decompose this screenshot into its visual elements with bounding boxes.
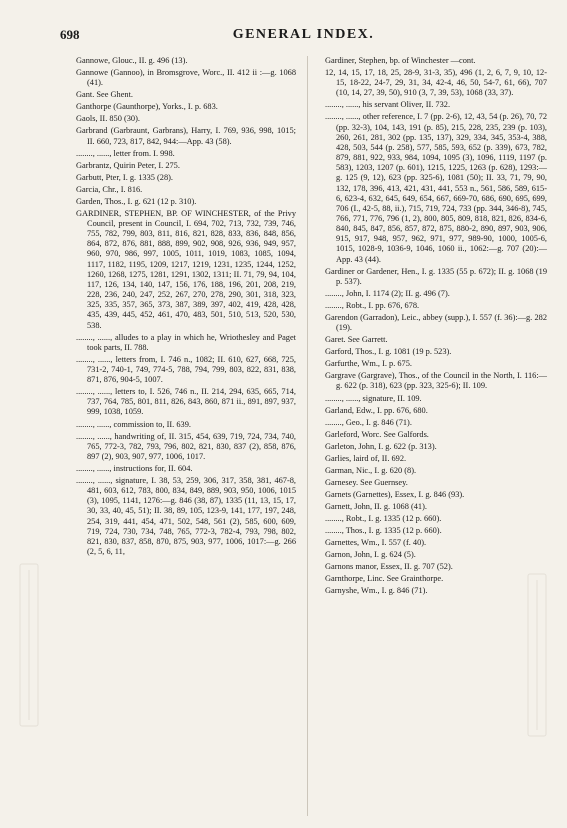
index-entry: 12, 14, 15, 17, 18, 25, 28-9, 31-3, 35), 496 (1, 2, 6, 7, 9, 10, 12-15, 18-22, 24-7, 29, 31, 34, 42-4, 46, 50, 54-7, 61, 66), 707 (10, 14, 27, 39, 50), 910 (3, 7, 39, 53), 1068 (33, 37). bbox=[325, 68, 547, 98]
index-entry: Gaols, II. 850 (30). bbox=[76, 114, 140, 124]
index-entry: Garendon (Garradon), Leic., abbey (supp.), I. 557 (f. 36):—g. 282 (19). bbox=[325, 312, 547, 333]
index-entry: Garman, Nic., I. g. 620 (8). bbox=[325, 465, 417, 475]
index-entry: Garnon, John, I. g. 624 (5). bbox=[325, 550, 416, 560]
index-entry: Garfurthe, Wm., I. p. 675. bbox=[325, 359, 412, 369]
index-entry: Garet. See Garrett. bbox=[325, 335, 388, 345]
index-entry: Gannowe (Gannoo), in Bromsgrove, Worc., II. 412 ii :—g. 1068 (41). bbox=[76, 68, 296, 88]
index-entry: Garbutt, Pter, I. g. 1335 (28). bbox=[76, 172, 173, 182]
index-entry: Garnons manor, Essex, II. g. 707 (52). bbox=[325, 562, 453, 572]
index-entry: ........, ......, letter from. I. 998. bbox=[76, 148, 175, 158]
right-column bbox=[325, 56, 547, 598]
index-entry: Garnesey. See Guernsey. bbox=[325, 477, 408, 487]
index-entry: ........, ......, signature, II. 109. bbox=[325, 393, 422, 403]
index-entry: GARDINER, STEPHEN, BP. OF WINCHESTER, of the Privy Council, present in Council, I. 694, 702, 713, 732, 739, 746, 755, 782, 799, 803, 811, 816, 821, 828, 833, 836, 848, 856, 864, 872, 876, 881, 888, 899, 902, 908, 926, 936, 949, 957, 960, 970, 986, 997, 1005, 1011, 1019, 1083, 1085, 1094, 1117, 1182, 1195, 1209, 1217, 1219, 1231, 1235, 1244, 1252, 1260, 1268, 1275, 1281, 1291, 1302, 1311; II. 71, 79, 94, 104, 117, 126, 134, 140, 147, 156, 176, 188, 196, 201, 208, 219, 228, 236, 240, 247, 252, 267, 270, 278, 290, 301, 318, 323, 325, 335, 357, 365, 373, 387, 389, 397, 402, 419, 428, 428, 435, 439, 445, 452, 461, 470, 483, 501, 510, 513, 520, 530, 538. bbox=[76, 208, 296, 330]
index-entry: ........, Thos., I. g. 1335 (12 p. 660). bbox=[325, 526, 442, 536]
index-entry: ........, John, I. 1174 (2); II. g. 496 (7). bbox=[325, 288, 450, 298]
index-entry: Gargrave (Gargrave), Thos., of the Council in the North, I. 116:—g. 622 (p. 318), 623 (pp. 323, 325-6); II. 109. bbox=[325, 371, 547, 391]
page-title: GENERAL INDEX. bbox=[232, 27, 375, 42]
index-entry: ........, Robt., I. pp. 676, 678. bbox=[325, 300, 420, 310]
index-entry: Garden, Thos., I. g. 621 (12 p. 310). bbox=[76, 196, 197, 206]
left-column bbox=[76, 56, 296, 559]
index-entry: Garbrand (Garbraunt, Garbrans), Harry, I. 769, 936, 998, 1015; II. 660, 723, 817, 842, 944:—App. 43 (58). bbox=[76, 126, 296, 146]
index-entry: ........, ......, his servant Oliver, II. 732. bbox=[325, 100, 451, 110]
page-number: 698 bbox=[60, 27, 80, 42]
index-entry: ........, Robt., I. g. 1335 (12 p. 660). bbox=[325, 514, 442, 523]
index-entry: Garleton, John, I. g. 622 (p. 313). bbox=[325, 441, 437, 451]
index-entry: Garnthorpe, Linc. See Grainthorpe. bbox=[325, 574, 444, 584]
index-entry: Garbrantz, Quirin Peter, I. 275. bbox=[76, 160, 180, 170]
index-entry: Gant. See Ghent. bbox=[76, 90, 134, 100]
index-entry: ........, ......, signature, I. 38, 53, 259, 306, 317, 358, 381, 467-8, 481, 603, 612, 783, 800, 834, 849, 889, 903, 950, 1006, 1015 (3), 1095, 1141, 1276:—g. 846 (38, 87), 1335 (11, 13, 15, 17, 30, 33, 40, 45, 51); II. 38, 89, 105, 123-9, 141, 177, 197, 248, 254, 319, 441, 454, 471, 502, 548, 561 (2), 585, 600, 609, 719, 724, 730, 734, 748, 765, 772-3, 782-4, 793, 798, 802, 821, 830, 837, 858, 870, 875, 903, 977, 1006, 1017:—g. 266 (2, 5, 6, 11, bbox=[76, 475, 296, 557]
index-entry: Gardiner, Stephen, bp. of Winchester —cont. bbox=[325, 56, 476, 65]
index-entry: ........, ......, instructions for, II. 604. bbox=[76, 463, 193, 473]
library-stamp-left bbox=[14, 560, 44, 730]
index-entry: Garleford, Worc. See Galfords. bbox=[325, 429, 429, 439]
index-entry: Garcia, Chr., I. 816. bbox=[76, 184, 143, 194]
index-entry: Garnyshe, Wm., I. g. 846 (71). bbox=[325, 586, 428, 596]
index-entry: ........, ......, commission to, II. 639. bbox=[76, 419, 191, 429]
index-entry: ........, ......, other reference, I. 7 (pp. 2-6), 12, 43, 54 (p. 26), 70, 72 (pp. 32-3), 104, 143, 191 (p. 85), 215, 228, 235, 239 (p. 103), 260, 261, 281, 302 (pp. 135, 137), 329, 334, 345, 353-4, 388, 428, 503, 544 (p. 258), 577, 585, 593, 652 (p. 339), 673, 782, 879, 881, 922, 933, 984, 1094, 1095 (3), 1096, 1119, 1197 (p. 583), 1203, 1207 (p. 601), 1215, 1225, 1263 (p. 628), 1293:—g. 125 (9, 12), 623 (pp. 325-6), 1081 (50); II. 33, 71, 79, 90, 132, 178, 396, 413, 421, 431, 441, 553 n., 561, 586, 589, 615-6, 623-4, 632, 645, 649, 654, 667, 669-70, 686, 690, 695, 699, 706 (I., 42-5, 88, ii.), 715, 719, 724, 733 (pp. 344, 346-8), 745, 766, 771, 776, 796 (1, 2), 800, 805, 809, 818, 821, 826, 834-6, 840, 845, 847, 856, 857, 872, 875, 880-2, 890, 897, 903, 906, 915, 917, 948, 957, 962, 971, 977, 989-90, 1000, 1005-6, 1015, 1028-9, 1036-9, 1046, 1060 ii., 1062:—g. 707 (20):—App. 43 (44). bbox=[325, 112, 547, 264]
index-entry: ........, ......, letters from, I. 746 n., 1082; II. 610, 627, 668, 725, 731-2, 740-1, 749, 774-5, 788, 794, 799, 803, 822, 831, 838, 871, 876, 904-5, 1007. bbox=[76, 354, 296, 385]
index-entry: Garland, Edw., I. pp. 676, 680. bbox=[325, 405, 428, 415]
index-entry: Gannowe, Glouc., II. g. 496 (13). bbox=[76, 56, 188, 65]
column-divider bbox=[307, 56, 308, 816]
index-entry: Garnettes, Wm., I. 557 (f. 40). bbox=[325, 538, 427, 548]
index-entry: Ganthorpe (Gaunthorpe), Yorks., I. p. 683. bbox=[76, 102, 218, 112]
index-entry: Garnett, John, II. g. 1068 (41). bbox=[325, 501, 427, 511]
index-entry: ........, ......, alludes to a play in which he, Wriothesley and Paget took parts, II. 788. bbox=[76, 332, 296, 352]
index-entry: ........, ......, letters to, I. 526, 746 n., II. 214, 294, 635, 665, 714, 737, 764, 785, 801, 811, 826, 843, 860, 871 ii., 891, 897, 937, 999, 1038, 1059. bbox=[76, 387, 296, 417]
index-entry: ........, ......, handwriting of, II. 315, 454, 639, 719, 724, 734, 740, 765, 772-3, 782, 793, 796, 802, 821, 830, 837 (2), 858, 876, 897 (2), 903, 907, 977, 1006, 1017. bbox=[76, 431, 296, 461]
page-header bbox=[60, 27, 547, 45]
index-entry: Gardiner or Gardener, Hen., I. g. 1335 (55 p. 672); II. g. 1068 (19 p. 537). bbox=[325, 266, 547, 286]
index-entry: ........, Geo., I. g. 846 (71). bbox=[325, 417, 412, 427]
index-entry: Garford, Thos., I. g. 1081 (19 p. 523). bbox=[325, 347, 452, 357]
index-entry: Garnets (Garnettes), Essex, I. g. 846 (93). bbox=[325, 489, 465, 499]
index-entry: Garlies, laird of, II. 692. bbox=[325, 453, 407, 463]
